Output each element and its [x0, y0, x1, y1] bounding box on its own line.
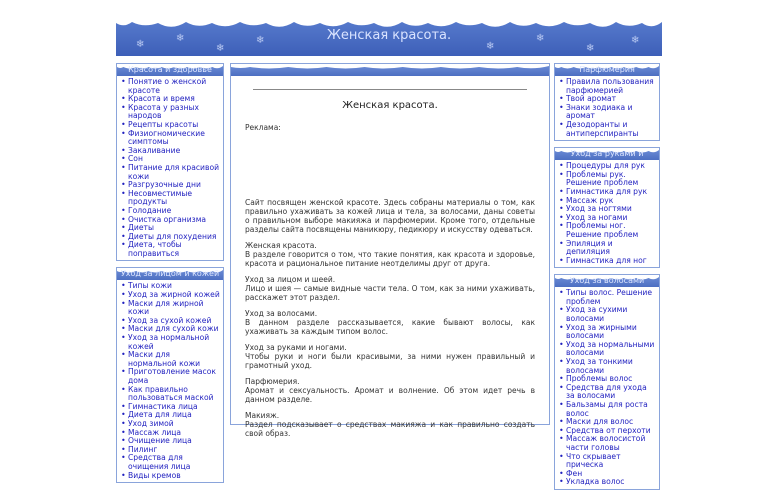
nav-link[interactable]: • Диета, чтобы поправиться [120, 241, 220, 258]
nav-link[interactable]: • Диеты для похудения [120, 233, 220, 242]
nav-list [117, 280, 223, 482]
snowflake-icon: ❄ [631, 35, 640, 46]
nav-list [555, 160, 659, 267]
section-text: В разделе говорится о том, что такие понятия, как красота и здоровье, красота и рациональное питание неотделимы друг от друга. [245, 250, 535, 268]
box-title: Парфюмерия [579, 65, 635, 74]
site-title: Женская красота. [326, 28, 452, 43]
box-header [555, 275, 659, 287]
nav-link[interactable]: • Несовместимые продукты [120, 190, 220, 207]
nav-link[interactable]: • Средства для ухода за волосами [558, 384, 656, 401]
box-header [117, 268, 223, 280]
nav-link[interactable]: • Закаливание [120, 147, 220, 156]
nav-link[interactable]: • Уход за ногтями [558, 205, 656, 214]
left-sidebar [116, 63, 224, 489]
nav-link[interactable]: • Диеты [120, 224, 220, 233]
nav-link[interactable]: • Средства для очищения лица [120, 454, 220, 471]
snowflake-icon: ❄ [536, 33, 545, 44]
nav-link[interactable]: • Очистка организма [120, 216, 220, 225]
box-title: Красота и здоровье [128, 65, 212, 74]
nav-link[interactable]: • Голодание [120, 207, 220, 216]
nav-link[interactable]: • Питание для красивой кожи [120, 164, 220, 181]
section-text: Аромат и сексуальность. Аромат и волнение. Об этом идет речь в данном разделе. [245, 386, 535, 404]
nav-link[interactable]: • Пилинг [120, 446, 220, 455]
nav-link[interactable]: • Рецепты красоты [120, 121, 220, 130]
section-title: Парфюмерия. [245, 377, 300, 386]
nav-link[interactable]: • Очищение лица [120, 437, 220, 446]
nav-link[interactable]: • Уход за сухими волосами [558, 306, 656, 323]
nav-list [117, 76, 223, 260]
ad-label: Реклама: [245, 123, 281, 132]
snowflake-icon: ❄ [256, 35, 265, 46]
divider [253, 89, 527, 90]
nav-link[interactable]: • Уход за жирными волосами [558, 324, 656, 341]
snowflake-icon: ❄ [486, 41, 495, 52]
section-text: Лицо и шея — самые видные части тела. О том, как за ними ухаживать, расскажет этот раздел. [245, 284, 535, 302]
nav-link[interactable]: • Приготовление масок дома [120, 368, 220, 385]
sidebar-box-hands-feet [554, 147, 660, 268]
nav-link[interactable]: • Типы волос. Решение проблем [558, 289, 656, 306]
nav-link[interactable]: • Уход за тонкими волосами [558, 358, 656, 375]
nav-link[interactable]: • Гимнастика лица [120, 403, 220, 412]
section-text: Чтобы руки и ноги были красивыми, за ними нужен правильный и грамотный уход. [245, 352, 535, 370]
nav-link[interactable]: • Бальзамы для роста волос [558, 401, 656, 418]
nav-link[interactable]: • Массаж волосистой части головы [558, 435, 656, 452]
sidebar-box-perfume [554, 63, 660, 141]
page-heading: Женская красота. [342, 100, 438, 111]
section-text: Раздел подсказывает о средствах макияжа и как правильно создать свой образ. [245, 420, 535, 438]
nav-link[interactable]: • Твой аромат [558, 95, 656, 104]
ad-slot [245, 132, 535, 198]
nav-link[interactable]: • Гимнастика для рук [558, 188, 656, 197]
nav-link[interactable]: • Уход за нормальной кожей [120, 334, 220, 351]
nav-link[interactable]: • Дезодоранты и антиперспиранты [558, 121, 656, 138]
nav-link[interactable]: • Средства от перхоти [558, 427, 656, 436]
section-title: Женская красота. [245, 241, 317, 250]
snowflake-icon: ❄ [176, 33, 185, 44]
nav-link[interactable]: • Типы кожи [120, 282, 220, 291]
section-title: Макияж. [245, 411, 280, 420]
nav-link[interactable]: • Фен [558, 470, 656, 479]
page [116, 14, 662, 487]
nav-link[interactable]: • Проблемы ног. Решение проблем [558, 222, 656, 239]
nav-link[interactable]: • Укладка волос [558, 478, 656, 487]
section-title: Уход за волосами. [245, 309, 318, 318]
nav-link[interactable]: • Красота у разных народов [120, 104, 220, 121]
nav-list [555, 287, 659, 489]
nav-link[interactable]: • Как правильно пользоваться маской [120, 386, 220, 403]
nav-link[interactable]: • Красота и время [120, 95, 220, 104]
box-title: Уход за волосами [569, 276, 645, 286]
nav-link[interactable]: • Уход за жирной кожей [120, 291, 220, 300]
nav-link[interactable]: • Массаж лица [120, 429, 220, 438]
sidebar-box-beauty-health [116, 63, 224, 261]
right-sidebar [554, 63, 660, 496]
nav-link[interactable]: • Маски для жирной кожи [120, 300, 220, 317]
box-header [555, 64, 659, 76]
snowflake-icon: ❄ [136, 39, 145, 50]
nav-link[interactable]: • Эпиляция и депиляция [558, 240, 656, 257]
box-header [117, 64, 223, 76]
nav-link[interactable]: • Что скрывает прическа [558, 453, 656, 470]
nav-link[interactable]: • Знаки зодиака и аромат [558, 104, 656, 121]
sidebar-box-face-skin [116, 267, 224, 483]
nav-link[interactable]: • Процедуры для рук [558, 162, 656, 171]
nav-link[interactable]: • Уход за сухой кожей [120, 317, 220, 326]
snowflake-icon: ❄ [586, 43, 595, 54]
nav-link[interactable]: • Диета для лица [120, 411, 220, 420]
nav-link[interactable]: • Уход зимой [120, 420, 220, 429]
nav-link[interactable]: • Проблемы рук. Решение проблем [558, 171, 656, 188]
section-text: В данном разделе рассказывается, какие бывают волосы, как ухаживать за каждым типом волос. [245, 318, 535, 336]
nav-link[interactable]: • Физиогномические симптомы [120, 130, 220, 147]
nav-link[interactable]: • Виды кремов [120, 472, 220, 481]
site-header [116, 14, 662, 56]
nav-link[interactable]: • Маски для сухой кожи [120, 325, 220, 334]
box-title: Уход за лицом и кожей [120, 269, 220, 279]
nav-link[interactable]: • Уход за нормальными волосами [558, 341, 656, 358]
nav-link[interactable]: • Разгрузочные дни [120, 181, 220, 190]
box-title: Уход за руками и [570, 149, 644, 159]
nav-link[interactable]: • Правила пользования парфюмерией [558, 78, 656, 95]
nav-link[interactable]: • Понятие о женской красоте [120, 78, 220, 95]
main-content [230, 63, 550, 438]
nav-link[interactable]: • Гимнастика для ног [558, 257, 656, 266]
nav-link[interactable]: • Уход за ногами [558, 214, 656, 223]
nav-list [555, 76, 659, 140]
nav-link[interactable]: • Сон [120, 155, 220, 164]
section-title: Уход за лицом и шеей. [245, 275, 336, 284]
nav-link[interactable]: • Массаж рук [558, 197, 656, 206]
section-title: Уход за руками и ногами. [245, 343, 347, 352]
content-header [231, 64, 549, 76]
nav-link[interactable]: • Маски для нормальной кожи [120, 351, 220, 368]
intro-text: Сайт посвящен женской красоте. Здесь собраны материалы о том, как правильно ухаживать за кожей лица и тела, за волосами, даны советы о правильном выборе макияжа и парфюмерии. Кроме того, отдельные разделы сайта посвящены маникюру, педикюру и искусству одеваться. [245, 198, 535, 234]
nav-link[interactable]: • Проблемы волос [558, 375, 656, 384]
sidebar-box-hair [554, 274, 660, 490]
box-header [555, 148, 659, 160]
nav-link[interactable]: • Маски для волос [558, 418, 656, 427]
snowflake-icon: ❄ [216, 43, 225, 54]
